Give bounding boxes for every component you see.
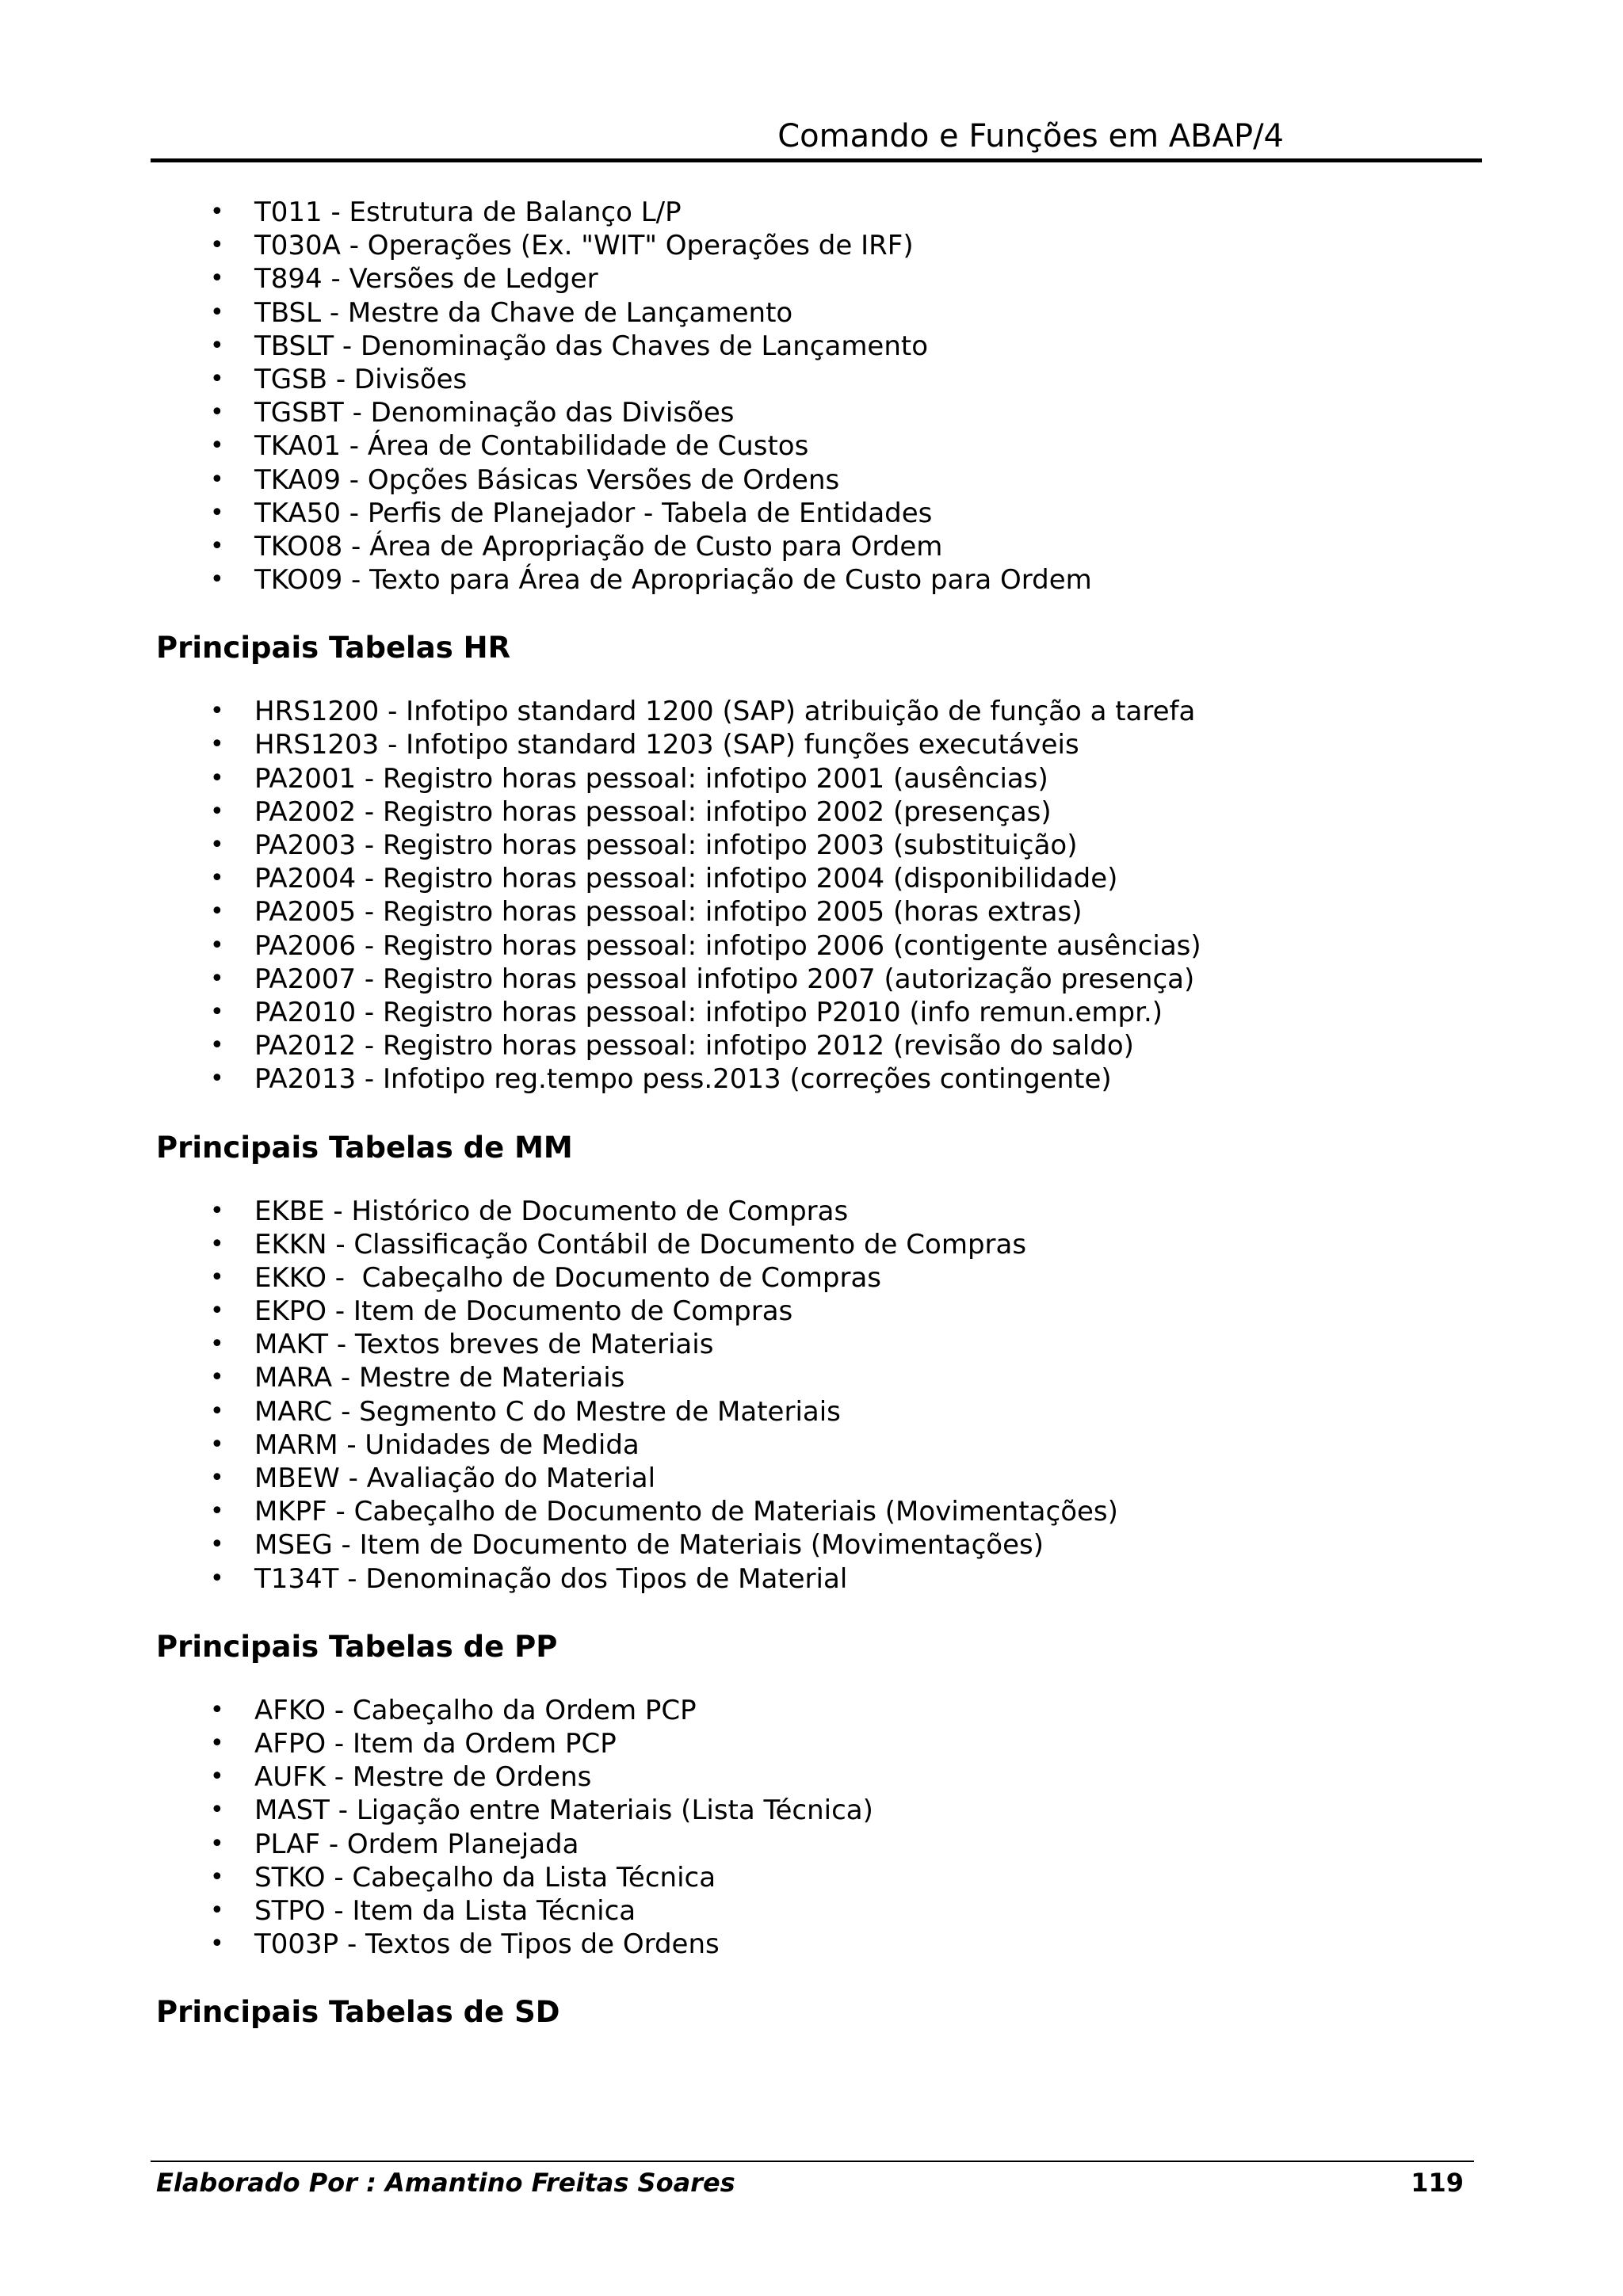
list-item: • TGSBT - Denominação das Divisões — [210, 397, 735, 429]
page-footer — [156, 2165, 1464, 2200]
bullet-icon: • — [210, 764, 224, 792]
table-list-hr — [156, 695, 1464, 1096]
bullet-icon: • — [210, 1763, 224, 1791]
bullet-icon: • — [210, 1330, 224, 1359]
list-item: • TKA50 - Perfis de Planejador - Tabela de Entidades — [210, 497, 933, 529]
table-list-pp — [156, 1694, 1464, 1962]
bullet-icon: • — [210, 1729, 224, 1757]
bullet-icon: • — [210, 1032, 224, 1060]
list-item: • TKA09 - Opções Básicas Versões de Ordens — [210, 463, 840, 496]
list-item: • PA2005 - Registro horas pessoal: infotipo 2005 (horas extras) — [210, 896, 1083, 929]
bullet-icon: • — [210, 1363, 224, 1392]
list-item: • T011 - Estrutura de Balanço L/P — [210, 196, 682, 228]
bullet-icon: • — [210, 1297, 224, 1325]
bullet-icon: • — [210, 1464, 224, 1492]
list-item: • AFPO - Item da Ordem PCP — [210, 1727, 617, 1760]
bullet-icon: • — [210, 498, 224, 527]
list-item: • PA2013 - Infotipo reg.tempo pess.2013 (correções contingente) — [210, 1063, 1112, 1096]
list-item: • EKBE - Histórico de Documento de Compras — [210, 1195, 849, 1227]
bullet-icon: • — [210, 1196, 224, 1225]
list-item: • T894 - Versões de Ledger — [210, 263, 598, 296]
section-heading-hr: Principais Tabelas HR — [156, 631, 511, 666]
section-heading-mm: Principais Tabelas de MM — [156, 1130, 573, 1165]
list-item: • T030A - Operações (Ex. "WIT" Operações de IRF) — [210, 230, 914, 262]
footer-divider — [151, 2161, 1474, 2162]
bullet-icon: • — [210, 997, 224, 1026]
bullet-icon: • — [210, 697, 224, 726]
bullet-icon: • — [210, 1896, 224, 1924]
list-item: • PA2012 - Registro horas pessoal: infotipo 2012 (revisão do saldo) — [210, 1030, 1134, 1062]
bullet-icon: • — [210, 931, 224, 959]
list-item: • MKPF - Cabeçalho de Documento de Materiais (Movimentações) — [210, 1496, 1118, 1528]
list-item: • MAKT - Textos breves de Materiais — [210, 1329, 714, 1361]
bullet-icon: • — [210, 1397, 224, 1425]
bullet-icon: • — [210, 898, 224, 926]
bullet-icon: • — [210, 1531, 224, 1559]
bullet-icon: • — [210, 331, 224, 360]
list-item: • T003P - Textos de Tipos de Ordens — [210, 1928, 720, 1961]
bullet-icon: • — [210, 465, 224, 494]
bullet-icon: • — [210, 198, 224, 226]
page-number: 119 — [1411, 2168, 1464, 2198]
list-item: • HRS1200 - Infotipo standard 1200 (SAP) atribuição de função a tarefa — [210, 696, 1196, 728]
list-item: • PA2003 - Registro horas pessoal: infotipo 2003 (substituição) — [210, 830, 1078, 861]
bullet-icon: • — [210, 532, 224, 560]
list-item: • TKO08 - Área de Apropriação de Custo para Ordem — [210, 530, 943, 563]
list-item: • MARA - Mestre de Materiais — [210, 1362, 625, 1394]
bullet-icon: • — [210, 1829, 224, 1858]
list-item: • PLAF - Ordem Planejada — [210, 1828, 579, 1860]
list-item: • MARM - Unidades de Medida — [210, 1428, 640, 1461]
bullet-icon: • — [210, 864, 224, 893]
list-item: • STPO - Item da Lista Técnica — [210, 1894, 636, 1927]
list-item: • MSEG - Item de Documento de Materiais (Movimentações) — [210, 1529, 1044, 1562]
bullet-icon: • — [210, 432, 224, 460]
bullet-icon: • — [210, 1796, 224, 1825]
list-item: • TGSB - Divisões — [210, 363, 468, 395]
list-item: • PA2010 - Registro horas pessoal: infotipo P2010 (info remun.empr.) — [210, 996, 1163, 1028]
bullet-icon: • — [210, 399, 224, 427]
bullet-icon: • — [210, 1695, 224, 1724]
bullet-icon: • — [210, 1263, 224, 1291]
list-item: • TBSL - Mestre da Chave de Lançamento — [210, 296, 793, 329]
list-item: • PA2004 - Registro horas pessoal: infotipo 2004 (disponibilidade) — [210, 863, 1118, 895]
header-divider — [151, 158, 1482, 162]
section-heading-pp: Principais Tabelas de PP — [156, 1629, 558, 1664]
bullet-icon: • — [210, 730, 224, 759]
page-content — [156, 196, 1464, 2032]
bullet-icon: • — [210, 231, 224, 260]
list-item: • T134T - Denominação dos Tipos de Material — [210, 1562, 848, 1595]
list-item: • EKKO - Cabeçalho de Documento de Compras — [210, 1261, 882, 1294]
bullet-icon: • — [210, 1230, 224, 1258]
list-item: • PA2006 - Registro horas pessoal: infotipo 2006 (contigente ausências) — [210, 929, 1201, 962]
list-item: • TKO09 - Texto para Área de Apropriação de Custo para Ordem — [210, 564, 1092, 597]
list-item: • MAST - Ligação entre Materiais (Lista Técnica) — [210, 1794, 873, 1827]
bullet-icon: • — [210, 964, 224, 993]
bullet-icon: • — [210, 797, 224, 826]
bullet-icon: • — [210, 1564, 224, 1592]
bullet-icon: • — [210, 1430, 224, 1459]
list-item: • AUFK - Mestre de Ordens — [210, 1761, 592, 1794]
list-item: • MARC - Segmento C do Mestre de Materiais — [210, 1395, 841, 1428]
list-item: • EKKN - Classificação Contábil de Documento de Compras — [210, 1228, 1027, 1261]
page-header — [151, 113, 1482, 159]
list-item: • AFKO - Cabeçalho da Ordem PCP — [210, 1694, 697, 1726]
list-item: • EKPO - Item de Documento de Compras — [210, 1295, 793, 1328]
list-item: • PA2001 - Registro horas pessoal: infotipo 2001 (ausências) — [210, 762, 1048, 795]
list-item: • HRS1203 - Infotipo standard 1203 (SAP) funções executáveis — [210, 729, 1079, 761]
list-item: • TBSLT - Denominação das Chaves de Lançamento — [210, 330, 929, 362]
bullet-icon: • — [210, 298, 224, 326]
list-item: • TKA01 - Área de Contabilidade de Custos — [210, 430, 809, 463]
list-item: • PA2007 - Registro horas pessoal infotipo 2007 (autorização presença) — [210, 963, 1195, 995]
bullet-icon: • — [210, 1930, 224, 1958]
bullet-icon: • — [210, 1065, 224, 1093]
table-list-mm — [156, 1195, 1464, 1596]
footer-author: Elaborado Por : Amantino Freitas Soares — [156, 2168, 735, 2198]
bullet-icon: • — [210, 566, 224, 594]
list-item: • MBEW - Avaliação do Material — [210, 1463, 656, 1494]
list-item: • PA2002 - Registro horas pessoal: infotipo 2002 (presenças) — [210, 795, 1052, 828]
list-item: • STKO - Cabeçalho da Lista Técnica — [210, 1861, 716, 1894]
table-list-finance — [156, 196, 1464, 597]
bullet-icon: • — [210, 1497, 224, 1526]
bullet-icon: • — [210, 831, 224, 859]
bullet-icon: • — [210, 1863, 224, 1891]
section-heading-sd: Principais Tabelas de SD — [156, 1995, 560, 2030]
header-title: Comando e Funções em ABAP/4 — [777, 118, 1284, 154]
bullet-icon: • — [210, 364, 224, 393]
bullet-icon: • — [210, 265, 224, 293]
